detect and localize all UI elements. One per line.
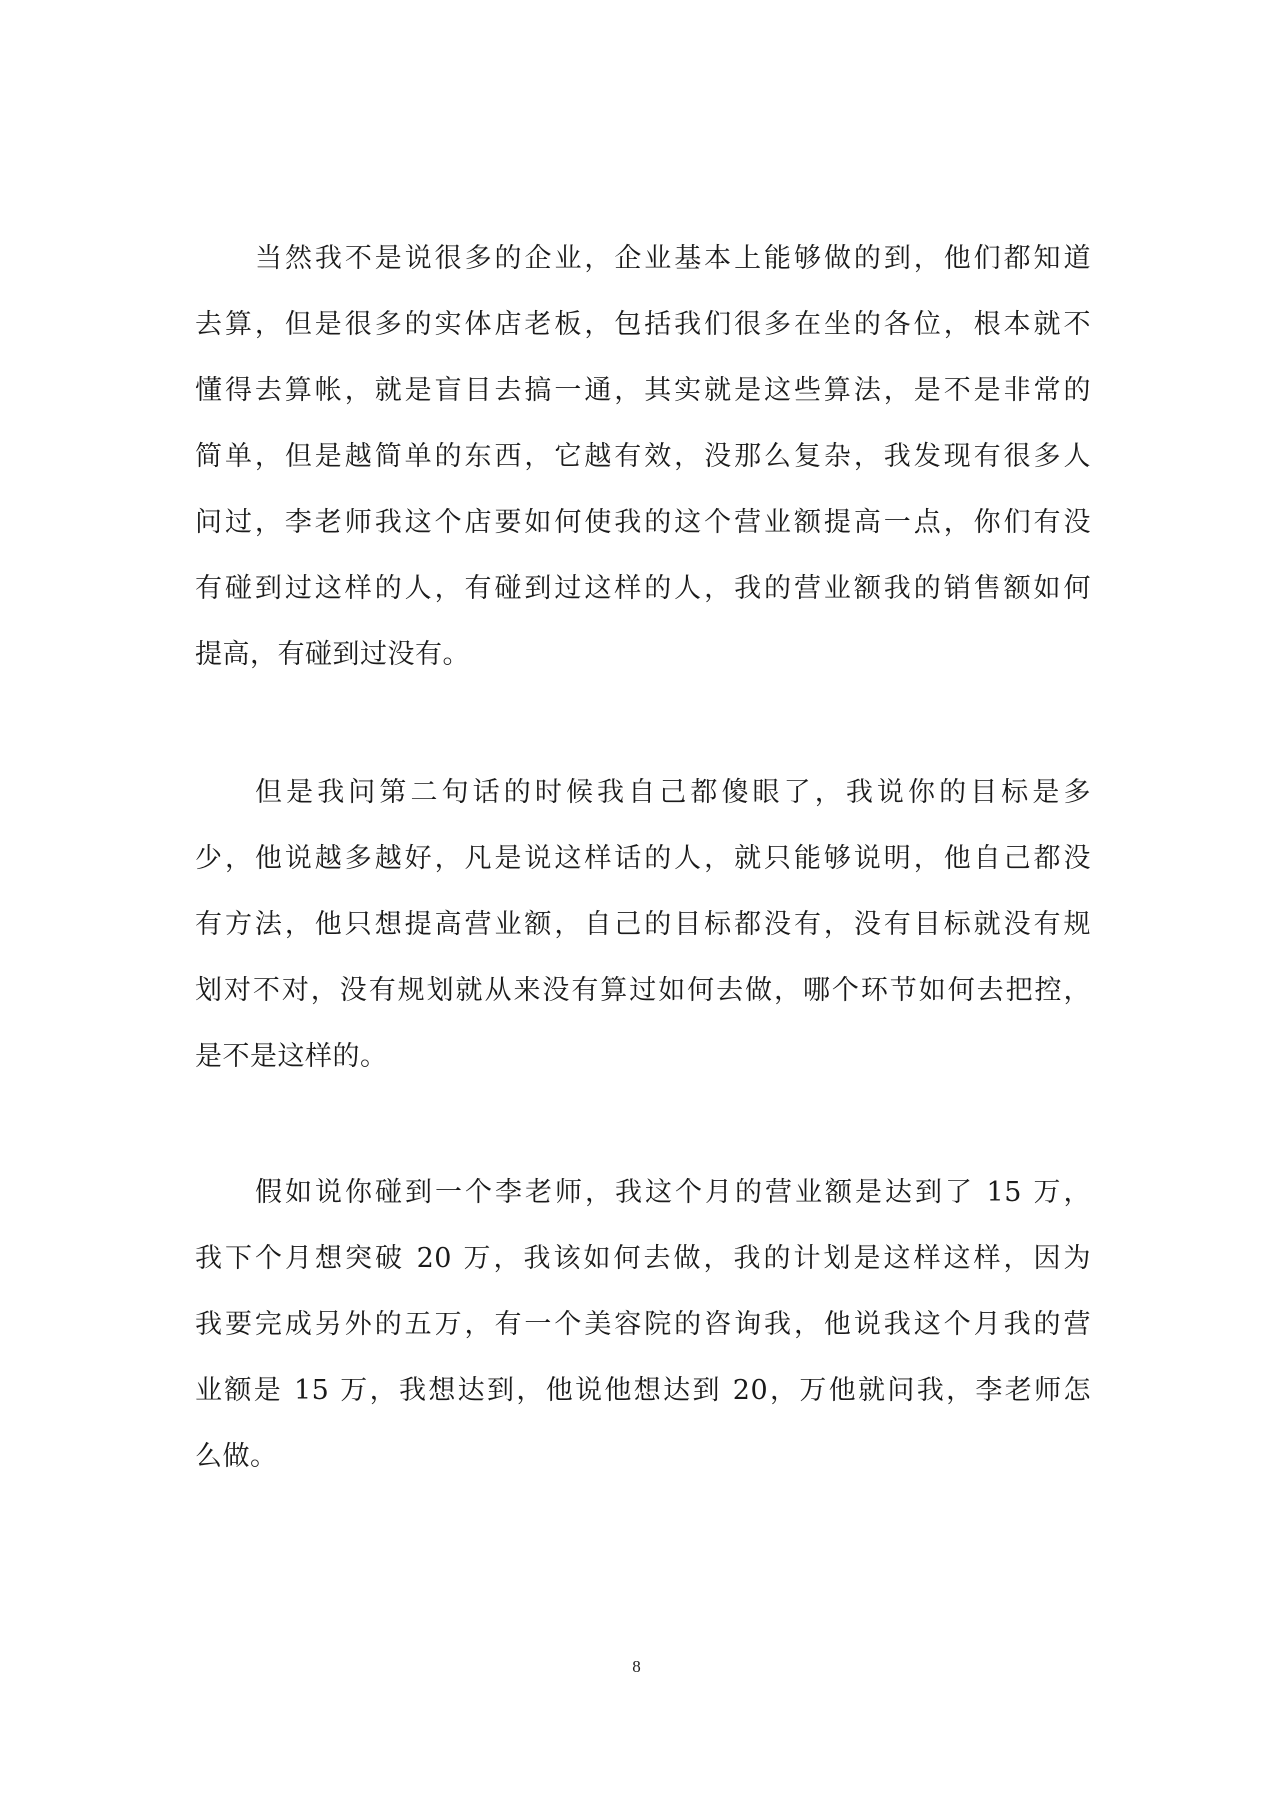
- paragraph-line: 懂得去算帐，就是盲目去搞一通，其实就是这些算法，是不是非常的: [195, 375, 1091, 406]
- paragraph-line: 是不是这样的。: [195, 1041, 388, 1072]
- paragraph-line: 但是我问第二句话的时候我自己都傻眼了，我说你的目标是多: [255, 777, 1091, 808]
- paragraph-line: 提高，有碰到过没有。: [195, 639, 470, 670]
- paragraph-line: 我下个月想突破 20 万，我该如何去做，我的计划是这样这样，因为: [195, 1243, 1091, 1274]
- paragraph-line: 有碰到过这样的人，有碰到过这样的人，我的营业额我的销售额如何: [195, 573, 1091, 604]
- paragraph-1: [195, 226, 1091, 688]
- paragraph-line: 假如说你碰到一个李老师，我这个月的营业额是达到了 15 万，: [255, 1177, 1091, 1208]
- paragraph-3: [195, 1160, 1091, 1490]
- paragraph-line: 去算，但是很多的实体店老板，包括我们很多在坐的各位，根本就不: [195, 309, 1091, 340]
- paragraph-line: 问过，李老师我这个店要如何使我的这个营业额提高一点，你们有没: [195, 507, 1091, 538]
- paragraph-line: 划对不对，没有规划就从来没有算过如何去做，哪个环节如何去把控，: [195, 975, 1091, 1006]
- paragraph-line: 业额是 15 万，我想达到，他说他想达到 20，万他就问我，李老师怎: [195, 1375, 1091, 1406]
- paragraph-line: 么做。: [195, 1441, 278, 1472]
- paragraph-line: 简单，但是越简单的东西，它越有效，没那么复杂，我发现有很多人: [195, 441, 1091, 472]
- paragraph-line: 我要完成另外的五万，有一个美容院的咨询我，他说我这个月我的营: [195, 1309, 1091, 1340]
- page-number: 8: [632, 1657, 641, 1676]
- paragraph-line: 当然我不是说很多的企业，企业基本上能够做的到，他们都知道: [255, 243, 1091, 274]
- paragraph-2: [195, 760, 1091, 1090]
- paragraph-line: 少，他说越多越好，凡是说这样话的人，就只能够说明，他自己都没: [195, 843, 1091, 874]
- paragraph-line: 有方法，他只想提高营业额，自己的目标都没有，没有目标就没有规: [195, 909, 1091, 940]
